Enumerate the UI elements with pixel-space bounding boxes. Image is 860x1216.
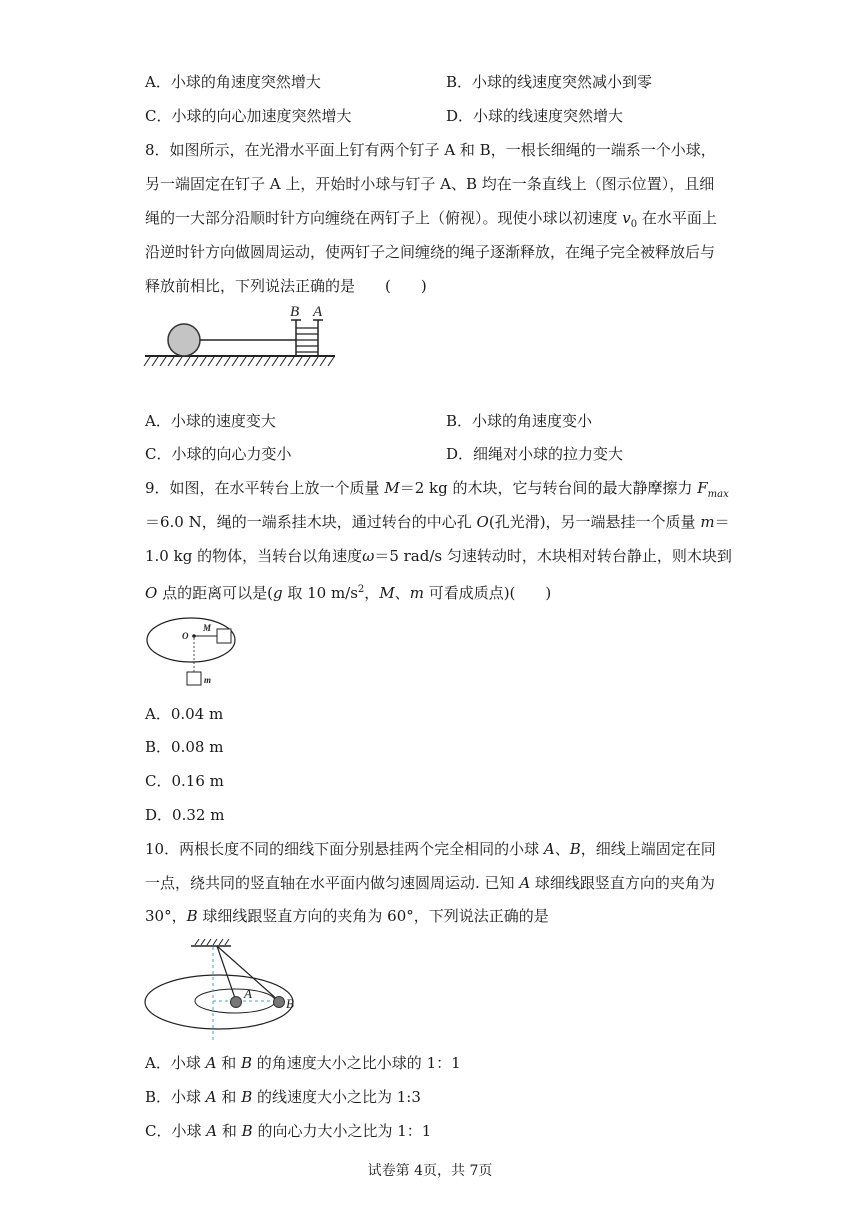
ball-a-icon bbox=[231, 997, 242, 1008]
q10-text: 的向心力大小之比为 1：1 bbox=[252, 1122, 432, 1140]
block-small-icon bbox=[187, 672, 201, 685]
q10-stem-line-3 bbox=[145, 906, 549, 926]
q9-figure-turntable bbox=[144, 614, 244, 690]
q9-stem-line-2 bbox=[145, 512, 730, 532]
q10-text: 10．两根长度不同的细线下面分别悬挂两个完全相同的小球 bbox=[145, 840, 544, 858]
q9-var: m bbox=[409, 584, 424, 602]
q10-var: B bbox=[569, 840, 581, 858]
q8-stem-line-3 bbox=[145, 208, 717, 235]
q10-var: A bbox=[205, 1088, 217, 1106]
q10-text: B．小球 bbox=[145, 1088, 206, 1106]
q9-stem-line-4 bbox=[145, 580, 551, 603]
ceiling-hatch bbox=[195, 939, 229, 945]
q9-sup: 2 bbox=[357, 584, 365, 595]
q9-var: g bbox=[272, 584, 283, 602]
q8-option-b: B．小球的角速度变小 bbox=[446, 412, 593, 430]
q9-text: 1.0 kg 的物体，当转台以角速度 bbox=[145, 547, 363, 565]
q9-text: ＝ bbox=[714, 513, 730, 531]
fig-label-a: A bbox=[244, 986, 252, 1001]
q9-var: M bbox=[384, 479, 400, 497]
block-big-icon bbox=[217, 629, 231, 643]
q9-text: ＝2 kg 的木块，它与转台间的最大静摩擦力 bbox=[399, 479, 698, 497]
q9-var: M bbox=[379, 584, 395, 602]
q8-option-d: D．细绳对小球的拉力变大 bbox=[446, 445, 624, 463]
q7-option-d: D．小球的线速度突然增大 bbox=[446, 107, 624, 125]
q10-text: 球细线跟竖直方向的夹角为 60°，下列说法正确的是 bbox=[197, 907, 549, 925]
page-footer: 试卷第 4页，共 7页 bbox=[367, 1163, 493, 1179]
fig-label-small-m: m bbox=[204, 675, 212, 685]
peg-b-label: B bbox=[290, 304, 300, 320]
q9-text: 可看成质点)( ) bbox=[423, 584, 552, 602]
q9-var-sub: max bbox=[707, 489, 729, 500]
ball-b-icon bbox=[274, 997, 285, 1008]
q10-stem-line-2 bbox=[145, 873, 715, 893]
q8-stem-line-5: 释放前相比，下列说法正确的是 ( ) bbox=[145, 277, 427, 295]
q10-var: B bbox=[241, 1054, 253, 1072]
q7-option-c: C．小球的向心加速度突然增大 bbox=[145, 107, 352, 125]
q10-option-b bbox=[145, 1087, 421, 1107]
q10-var: B bbox=[241, 1088, 253, 1106]
ground-hatch bbox=[144, 357, 334, 366]
q10-var: A bbox=[543, 840, 555, 858]
outer-orbit bbox=[145, 975, 293, 1029]
q10-var: A bbox=[206, 1122, 218, 1140]
q9-text: 取 10 m/s bbox=[282, 584, 358, 602]
q8-var-sub: 0 bbox=[630, 219, 638, 230]
q10-text: 的线速度大小之比为 1:3 bbox=[252, 1088, 421, 1106]
q8-option-a: A．小球的速度变大 bbox=[145, 412, 276, 430]
wound-rope bbox=[296, 328, 318, 352]
q10-text: 和 bbox=[216, 1088, 242, 1106]
q10-option-a bbox=[145, 1053, 461, 1073]
q9-text: 9．如图，在水平转台上放一个质量 bbox=[145, 479, 385, 497]
ball-icon bbox=[168, 324, 200, 356]
q9-option-b: B．0.08 m bbox=[145, 738, 224, 756]
q9-var: O bbox=[476, 513, 489, 531]
q9-var: O bbox=[145, 584, 158, 602]
q9-var: ω bbox=[362, 547, 375, 565]
q8-stem-line-2: 另一端固定在钉子 A 上，开始时小球与钉子 A、B 均在一条直线上（图示位置），且细 bbox=[145, 175, 715, 193]
q7-option-b: B．小球的线速度突然减小到零 bbox=[446, 73, 653, 91]
q10-var: A bbox=[519, 874, 531, 892]
q9-text: ， bbox=[364, 584, 380, 602]
q9-var: F bbox=[697, 479, 708, 497]
q9-option-c: C．0.16 m bbox=[145, 772, 224, 790]
q10-text: 球细线跟竖直方向的夹角为 bbox=[530, 874, 715, 892]
q9-var: m bbox=[700, 513, 715, 531]
q8-text: 绳的一大部分沿顺时针方向缠绕在两钉子上（俯视）。现使小球以初速度 bbox=[145, 209, 623, 227]
q10-text: 30°， bbox=[145, 907, 187, 925]
q8-text: 在水平面上 bbox=[637, 209, 717, 227]
q10-text: 和 bbox=[217, 1122, 242, 1140]
q9-text: 、 bbox=[394, 584, 410, 602]
q9-stem-line-3 bbox=[145, 546, 732, 566]
fig-label-b: B bbox=[286, 996, 294, 1011]
q10-var: A bbox=[205, 1054, 217, 1072]
q10-var: B bbox=[241, 1122, 253, 1140]
q8-var-v: v bbox=[622, 209, 631, 227]
q10-text: 的角速度大小之比小球的 1：1 bbox=[252, 1054, 461, 1072]
fig-label-big-m: M bbox=[203, 623, 212, 633]
q10-option-c bbox=[145, 1121, 431, 1141]
peg-a-label: A bbox=[313, 304, 323, 320]
q9-text: 点的距离可以是( bbox=[157, 584, 273, 602]
q9-text: ＝6.0 N，绳的一端系挂木块，通过转台的中心孔 bbox=[145, 513, 477, 531]
q8-option-c: C．小球的向心力变小 bbox=[145, 445, 292, 463]
q7-option-a: A．小球的角速度突然增大 bbox=[145, 73, 321, 91]
fig-label-o: O bbox=[182, 631, 189, 641]
q8-stem-line-1: 8．如图所示，在光滑水平面上钉有两个钉子 A 和 B，一根长细绳的一端系一个小球， bbox=[145, 141, 716, 159]
q8-stem-line-4: 沿逆时针方向做圆周运动，使两钉子之间缠绕的绳子逐渐释放，在绳子完全被释放后与 bbox=[145, 243, 716, 261]
q10-text: ，细线上端固定在同 bbox=[580, 840, 716, 858]
q9-text: (孔光滑)，另一端悬挂一个质量 bbox=[488, 513, 701, 531]
q9-option-d: D．0.32 m bbox=[145, 806, 225, 824]
q10-var: B bbox=[186, 907, 198, 925]
q10-figure-conical-pendulum bbox=[143, 938, 313, 1046]
q10-text: C．小球 bbox=[145, 1122, 207, 1140]
q10-text: 和 bbox=[216, 1054, 241, 1072]
q10-text: 、 bbox=[554, 840, 570, 858]
q9-text: ＝5 rad/s 匀速转动时，木块相对转台静止，则木块到 bbox=[374, 547, 732, 565]
q10-text: A．小球 bbox=[145, 1054, 206, 1072]
q8-figure-pegs bbox=[140, 298, 340, 376]
q9-stem-line-1 bbox=[145, 478, 729, 505]
q9-option-a: A．0.04 m bbox=[145, 705, 224, 723]
q10-stem-line-1 bbox=[145, 839, 716, 859]
q10-text: 一点，绕共同的竖直轴在水平面内做匀速圆周运动. 已知 bbox=[145, 874, 520, 892]
